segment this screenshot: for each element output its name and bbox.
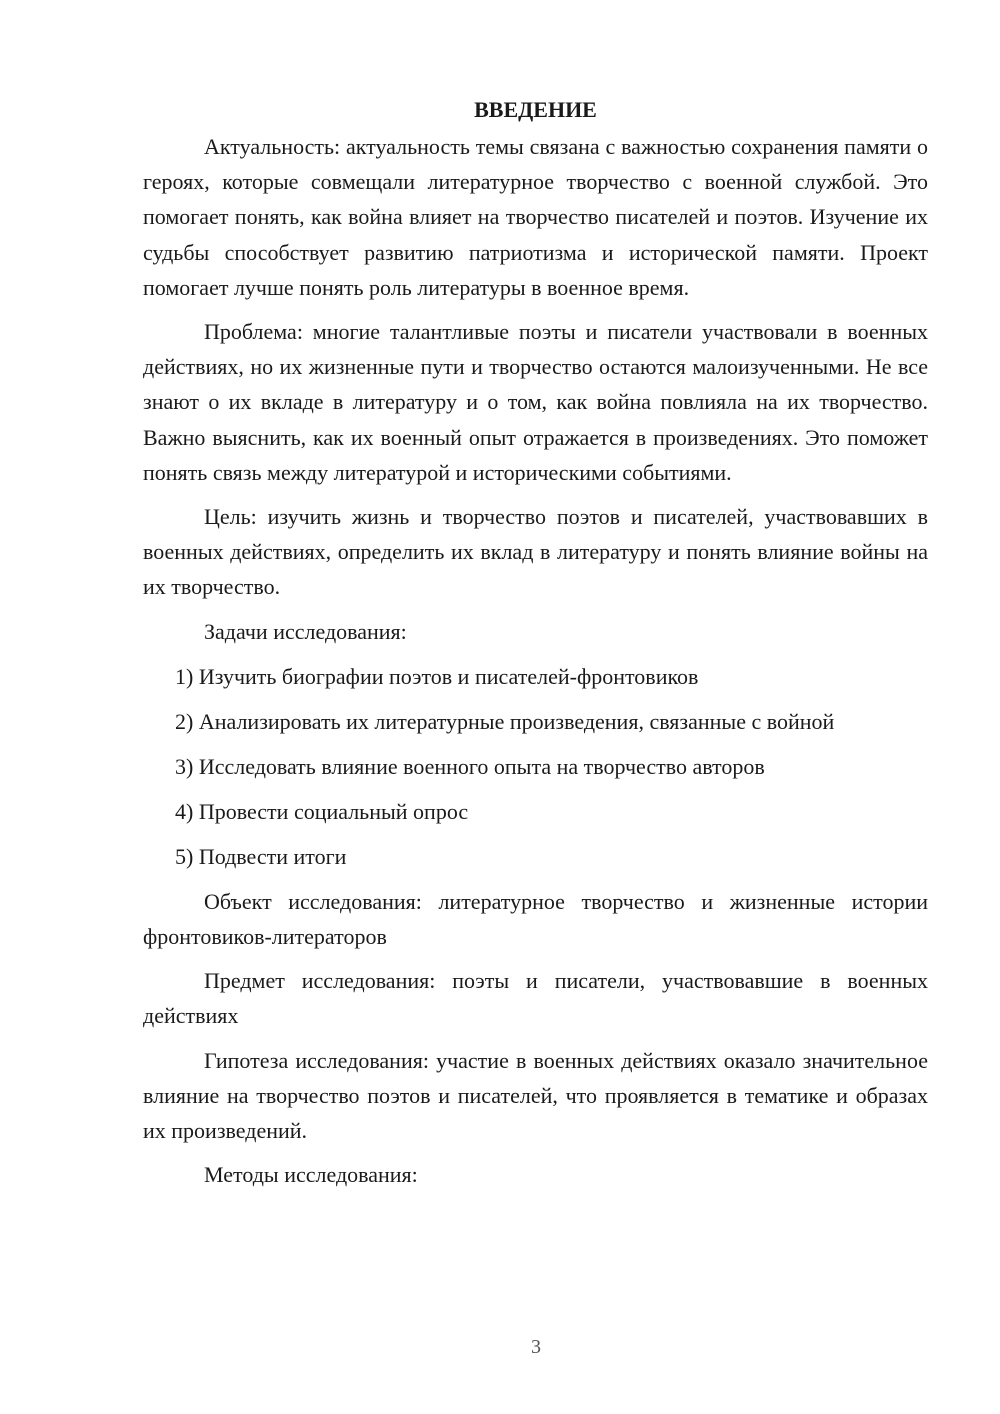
- task-item-1: 1) Изучить биографии поэтов и писателей-фронтовиков: [175, 663, 699, 689]
- paragraph-object: Объект исследования: литературное творчество и жизненные истории фронтовиков-литераторов: [143, 888, 928, 950]
- task-item-3: 3) Исследовать влияние военного опыта на творчество авторов: [175, 753, 765, 779]
- page-title: ВВЕДЕНИЕ: [474, 97, 597, 122]
- tasks-heading: Задачи исследования:: [204, 618, 407, 644]
- page-number: 3: [531, 1336, 541, 1358]
- paragraph-relevance: Актуальность: актуальность темы связана с важностью сохранения памяти о героях, которые совмещали литературное творчество с военной службой. Это помогает понять, как война влияет на творчество писателей и поэтов. Изучение их судьбы способствует развитию патриотизма и исторической памяти. Проект помогает лучше понять роль литературы в военное время.: [143, 134, 928, 300]
- tasks-list: [143, 659, 928, 874]
- document-page: [143, 92, 928, 1192]
- methods-heading: Методы исследования:: [204, 1162, 418, 1188]
- paragraph-goal: Цель: изучить жизнь и творчество поэтов и писателей, участвовавших в военных действиях, определить их вклад в литературу и понять влияние войны на их творчество.: [143, 504, 928, 600]
- task-item-4: 4) Провести социальный опрос: [175, 798, 469, 824]
- paragraph-hypothesis: Гипотеза исследования: участие в военных действиях оказало значительное влияние на творчество поэтов и писателей, что проявляется в тематике и образах их произведений.: [143, 1047, 928, 1144]
- task-item-2: 2) Анализировать их литературные произведения, связанные с войной: [175, 708, 835, 734]
- paragraph-problem: Проблема: многие талантливые поэты и писатели участвовали в военных действиях, но их жизненные пути и творчество остаются малоизученными. Не все знают о их вкладе в литературу и о том, как война повлияла на их творчество. Важно выяснить, как их военный опыт отражается в произведениях. Это поможет понять связь между литературой и историческими событиями.: [143, 319, 928, 485]
- paragraph-subject: Предмет исследования: поэты и писатели, участвовавшие в военных действиях: [143, 968, 928, 1029]
- task-item-5: 5) Подвести итоги: [175, 843, 347, 869]
